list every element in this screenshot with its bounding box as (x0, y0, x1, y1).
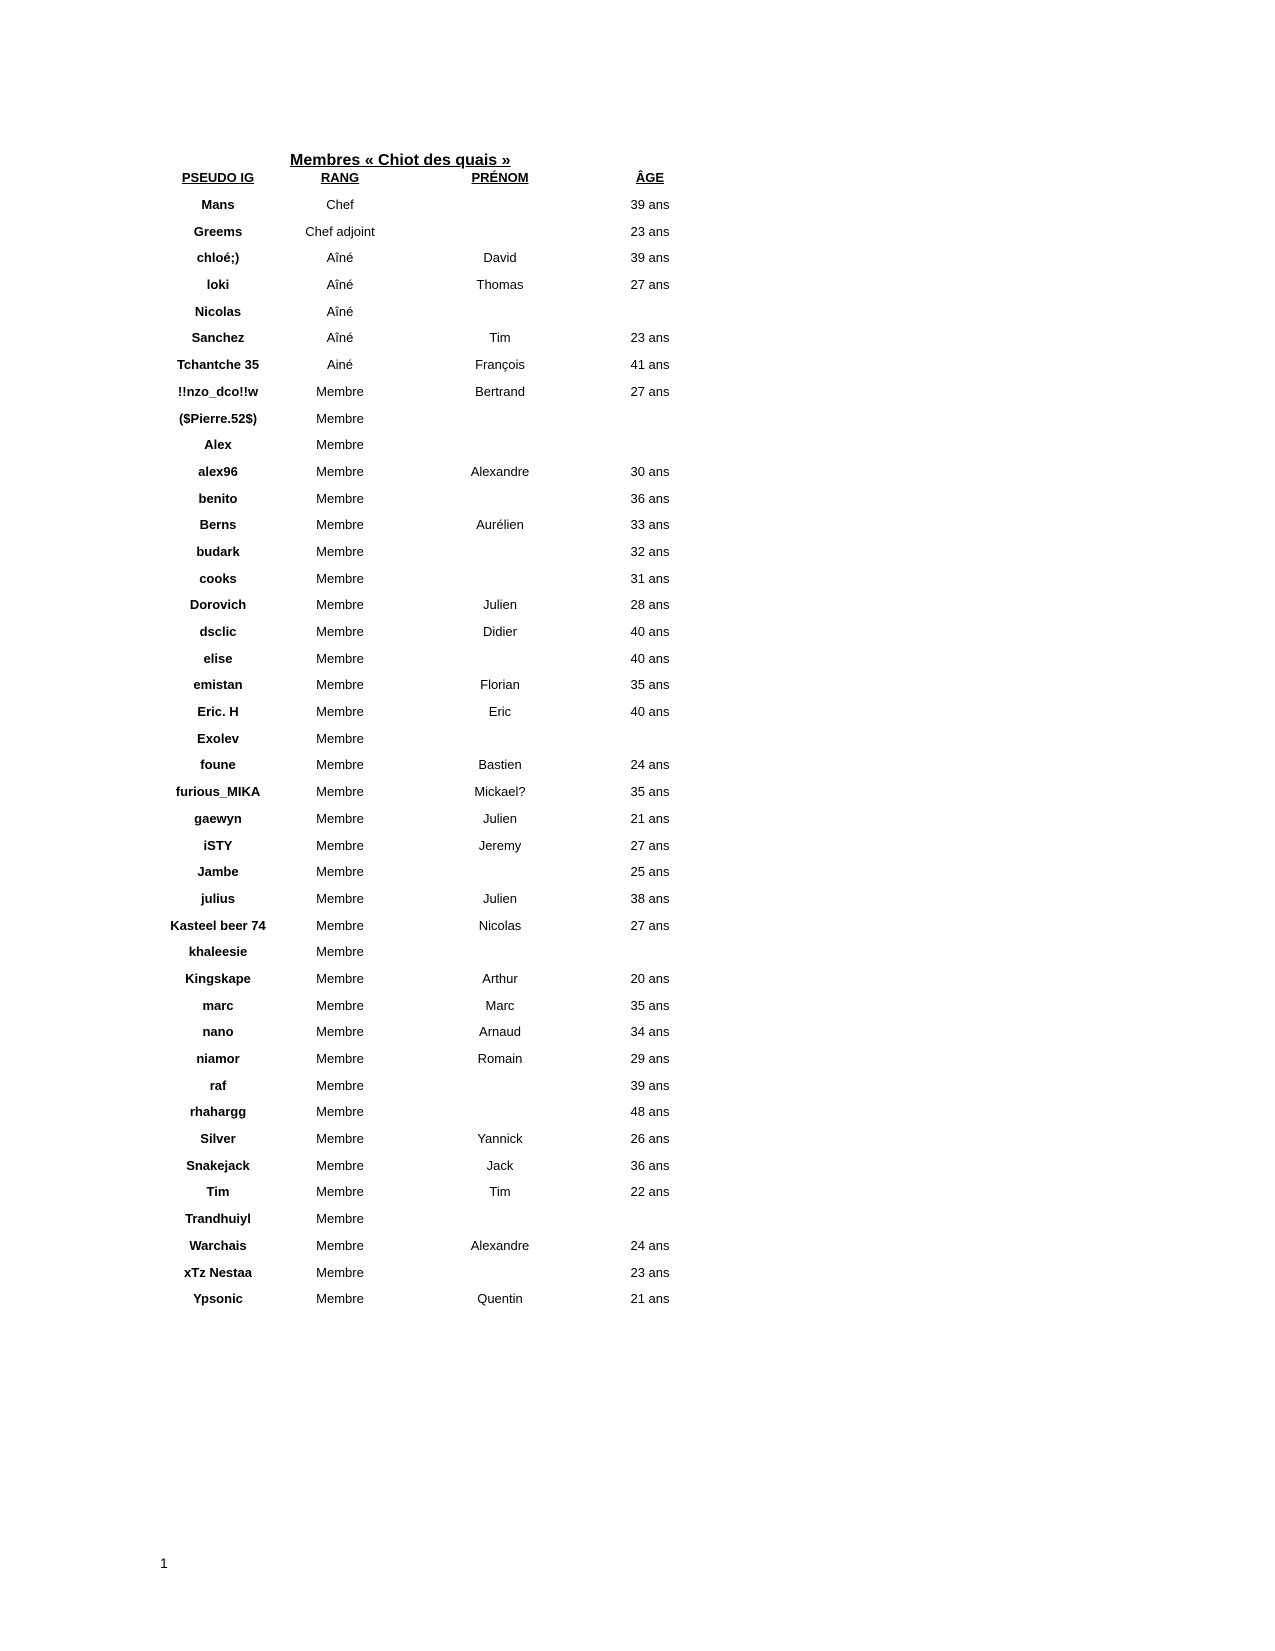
cell-pseudo: julius (201, 890, 235, 906)
cell-pseudo: Eric. H (197, 704, 239, 720)
cell-pseudo: Trandhuiyl (185, 1211, 251, 1227)
cell-prenom: Eric (488, 704, 512, 720)
table-row (0, 784, 1275, 811)
cell-rang: Ainé (326, 357, 354, 373)
cell-age: 33 ans (630, 517, 670, 533)
cell-pseudo: marc (202, 997, 234, 1013)
cell-age: 31 ans (630, 570, 670, 586)
cell-age: 26 ans (630, 1131, 670, 1147)
cell-age: 48 ans (630, 1104, 670, 1120)
cell-rang: Membre (316, 1237, 364, 1253)
cell-pseudo: Tim (206, 1184, 230, 1200)
table-row (0, 224, 1275, 251)
table-row (0, 544, 1275, 571)
cell-rang: Membre (316, 730, 364, 746)
cell-prenom: Jack (486, 1157, 514, 1173)
cell-age: 23 ans (630, 1264, 670, 1280)
cell-prenom: Bastien (478, 757, 522, 773)
cell-pseudo: Tchantche 35 (176, 357, 260, 373)
cell-age: 27 ans (630, 277, 670, 293)
cell-age: 27 ans (630, 917, 670, 933)
cell-pseudo: Greems (193, 223, 243, 239)
cell-age: 27 ans (630, 837, 670, 853)
cell-rang: Membre (316, 810, 364, 826)
cell-pseudo: khaleesie (188, 944, 248, 960)
table-row (0, 811, 1275, 838)
cell-rang: Membre (316, 1077, 364, 1093)
cell-prenom: Florian (480, 677, 520, 693)
cell-pseudo: benito (198, 490, 238, 506)
cell-rang: Aîné (326, 277, 354, 293)
table-row (0, 998, 1275, 1025)
document-title: Membres « Chiot des quais » (290, 152, 511, 169)
cell-pseudo: Mans (201, 197, 235, 212)
table-row (0, 1238, 1275, 1265)
table-row (0, 1291, 1275, 1318)
table-row (0, 250, 1275, 277)
cell-prenom: Yannick (477, 1131, 523, 1147)
table-row (0, 971, 1275, 998)
cell-prenom: Nicolas (478, 917, 522, 933)
cell-rang: Membre (316, 1024, 364, 1040)
table-row (0, 624, 1275, 651)
cell-age: 36 ans (630, 1157, 670, 1173)
header-age: ÂGE (635, 170, 665, 185)
cell-rang: Aîné (326, 250, 354, 266)
cell-pseudo: Nicolas (194, 303, 242, 319)
table-row (0, 1024, 1275, 1051)
cell-prenom: Mickael? (474, 784, 526, 800)
cell-age: 36 ans (630, 490, 670, 506)
header-rang: RANG (320, 170, 360, 185)
table-row (0, 1131, 1275, 1158)
cell-rang: Membre (316, 677, 364, 693)
cell-pseudo: Kingskape (185, 970, 251, 986)
cell-rang: Membre (316, 437, 364, 453)
cell-pseudo: gaewyn (194, 810, 242, 826)
cell-rang: Membre (316, 410, 364, 426)
cell-pseudo: dsclic (199, 624, 237, 639)
cell-prenom: Didier (483, 624, 517, 639)
table-row (0, 1158, 1275, 1185)
cell-age: 35 ans (630, 784, 670, 800)
cell-pseudo: !!nzo_dco!!w (177, 383, 259, 399)
cell-age: 24 ans (630, 757, 670, 773)
table-row (0, 1265, 1275, 1292)
table-row (0, 757, 1275, 784)
members-table-body (0, 197, 1275, 1318)
table-row (0, 411, 1275, 438)
cell-rang: Membre (316, 704, 364, 720)
cell-age: 34 ans (630, 1024, 670, 1040)
cell-pseudo: Silver (200, 1131, 236, 1147)
cell-prenom: Arthur (482, 970, 518, 986)
cell-pseudo: cooks (199, 570, 237, 586)
cell-pseudo: chloé;) (196, 250, 240, 266)
table-row (0, 1211, 1275, 1238)
table-row (0, 1184, 1275, 1211)
cell-rang: Membre (316, 757, 364, 773)
cell-prenom: Bertrand (475, 383, 525, 399)
cell-age: 41 ans (630, 357, 670, 373)
cell-age: 40 ans (630, 650, 670, 666)
cell-pseudo: foune (200, 757, 236, 773)
cell-pseudo: Warchais (189, 1237, 247, 1253)
cell-pseudo: iSTY (203, 837, 233, 853)
cell-pseudo: Berns (199, 517, 237, 533)
cell-age: 39 ans (630, 1077, 670, 1093)
cell-pseudo: Snakejack (186, 1157, 250, 1173)
table-row (0, 491, 1275, 518)
table-row (0, 1078, 1275, 1105)
cell-prenom: François (475, 357, 525, 373)
cell-rang: Chef adjoint (305, 223, 375, 239)
cell-pseudo: Dorovich (189, 597, 247, 613)
cell-prenom: Alexandre (470, 463, 530, 479)
cell-age: 35 ans (630, 677, 670, 693)
cell-prenom: Thomas (476, 277, 524, 293)
cell-rang: Membre (316, 837, 364, 853)
cell-pseudo: nano (202, 1024, 234, 1040)
cell-pseudo: raf (209, 1077, 227, 1093)
cell-pseudo: Alex (204, 437, 232, 453)
cell-age: 30 ans (630, 463, 670, 479)
cell-rang: Membre (316, 997, 364, 1013)
cell-rang: Membre (316, 383, 364, 399)
header-pseudo: PSEUDO IG (181, 170, 255, 185)
cell-rang: Membre (316, 1104, 364, 1120)
cell-rang: Membre (316, 597, 364, 613)
cell-pseudo: Ypsonic (193, 1291, 243, 1307)
cell-pseudo: budark (196, 543, 240, 559)
cell-rang: Membre (316, 1291, 364, 1307)
table-header (0, 170, 1275, 186)
cell-rang: Membre (316, 1264, 364, 1280)
table-row (0, 384, 1275, 411)
cell-rang: Membre (316, 1211, 364, 1227)
cell-rang: Aîné (326, 330, 354, 346)
cell-rang: Membre (316, 490, 364, 506)
cell-rang: Membre (316, 570, 364, 586)
cell-pseudo: ($Pierre.52$) (178, 410, 258, 426)
cell-age: 24 ans (630, 1237, 670, 1253)
cell-rang: Membre (316, 864, 364, 880)
table-row (0, 597, 1275, 624)
table-row (0, 864, 1275, 891)
cell-age: 29 ans (630, 1051, 670, 1066)
table-row (0, 437, 1275, 464)
cell-prenom: Marc (485, 997, 515, 1013)
cell-age: 40 ans (630, 624, 670, 639)
cell-prenom: Romain (477, 1051, 523, 1066)
cell-prenom: David (483, 250, 517, 266)
cell-rang: Membre (316, 1184, 364, 1200)
page-number: 1 (160, 1555, 168, 1571)
cell-rang: Membre (316, 543, 364, 559)
cell-rang: Membre (316, 890, 364, 906)
cell-pseudo: elise (203, 650, 233, 666)
cell-age: 25 ans (630, 864, 670, 880)
cell-rang: Membre (316, 1131, 364, 1147)
table-row (0, 918, 1275, 945)
cell-pseudo: furious_MIKA (175, 784, 261, 800)
cell-age: 35 ans (630, 997, 670, 1013)
cell-prenom: Julien (483, 597, 517, 613)
cell-prenom: Alexandre (470, 1237, 530, 1253)
cell-age: 27 ans (630, 383, 670, 399)
table-row (0, 1051, 1275, 1078)
cell-pseudo: emistan (193, 677, 243, 693)
cell-age: 40 ans (630, 704, 670, 720)
table-row (0, 651, 1275, 678)
cell-rang: Membre (316, 650, 364, 666)
cell-rang: Membre (316, 1051, 364, 1066)
table-row (0, 277, 1275, 304)
cell-pseudo: Jambe (197, 864, 239, 880)
cell-prenom: Aurélien (476, 517, 524, 533)
table-row (0, 571, 1275, 598)
cell-pseudo: xTz Nestaa (184, 1264, 252, 1280)
cell-age: 28 ans (630, 597, 670, 613)
cell-rang: Membre (316, 784, 364, 800)
table-row (0, 838, 1275, 865)
table-row (0, 304, 1275, 331)
cell-rang: Chef (326, 197, 354, 212)
table-row (0, 197, 1275, 224)
cell-rang: Membre (316, 463, 364, 479)
cell-rang: Membre (316, 970, 364, 986)
table-row (0, 357, 1275, 384)
cell-pseudo: Exolev (197, 730, 239, 746)
cell-age: 21 ans (630, 810, 670, 826)
table-row (0, 704, 1275, 731)
cell-pseudo: niamor (196, 1051, 240, 1066)
cell-pseudo: loki (206, 277, 230, 293)
cell-prenom: Quentin (477, 1291, 523, 1307)
cell-pseudo: Kasteel beer 74 (170, 917, 266, 933)
cell-prenom: Julien (483, 810, 517, 826)
cell-pseudo: rhahargg (189, 1104, 247, 1120)
cell-rang: Membre (316, 1157, 364, 1173)
cell-age: 21 ans (630, 1291, 670, 1307)
cell-pseudo: alex96 (198, 463, 238, 479)
cell-prenom: Julien (483, 890, 517, 906)
cell-rang: Aîné (326, 303, 354, 319)
cell-rang: Membre (316, 517, 364, 533)
cell-age: 38 ans (630, 890, 670, 906)
cell-rang: Membre (316, 917, 364, 933)
cell-age: 23 ans (630, 330, 670, 346)
header-prenom: PRÉNOM (471, 170, 529, 185)
cell-age: 39 ans (630, 197, 670, 212)
cell-rang: Membre (316, 624, 364, 639)
table-row (0, 731, 1275, 758)
table-row (0, 464, 1275, 491)
cell-prenom: Tim (489, 330, 511, 346)
cell-prenom: Tim (489, 1184, 511, 1200)
cell-age: 23 ans (630, 223, 670, 239)
table-row (0, 1104, 1275, 1131)
cell-prenom: Jeremy (478, 837, 522, 853)
table-row (0, 517, 1275, 544)
cell-prenom: Arnaud (479, 1024, 521, 1040)
cell-pseudo: Sanchez (191, 330, 245, 346)
cell-age: 32 ans (630, 543, 670, 559)
table-row (0, 677, 1275, 704)
table-row (0, 330, 1275, 357)
cell-age: 39 ans (630, 250, 670, 266)
table-row (0, 944, 1275, 971)
cell-age: 22 ans (630, 1184, 670, 1200)
table-row (0, 891, 1275, 918)
cell-age: 20 ans (630, 970, 670, 986)
cell-rang: Membre (316, 944, 364, 960)
